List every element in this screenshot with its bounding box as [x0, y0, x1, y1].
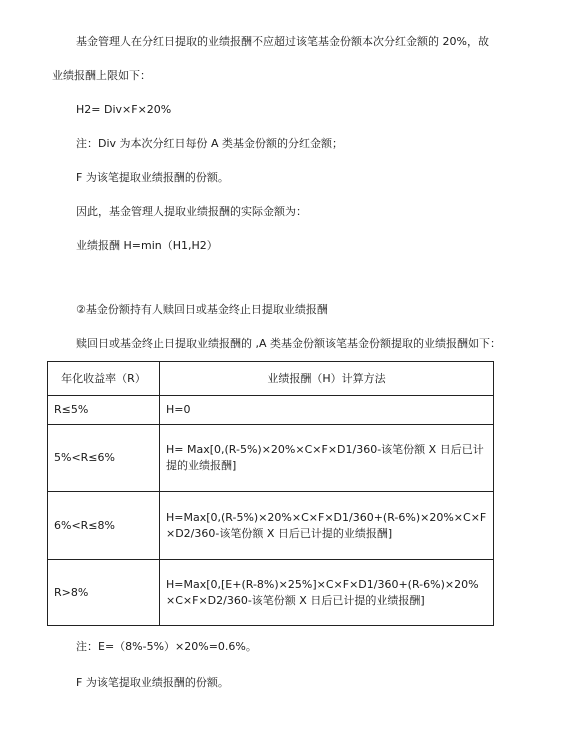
paragraph-line: 业绩报酬上限如下： — [52, 69, 151, 82]
note-div: 注：Div 为本次分红日每份 A 类基金份额的分红金额； — [76, 137, 344, 150]
column-header-calculation-method: 业绩报酬（H）计算方法 — [160, 362, 494, 396]
note-f: F 为该笔提取业绩报酬的份额。 — [76, 676, 229, 689]
paragraph-line: 因此，基金管理人提取业绩报酬的实际金额为： — [76, 205, 307, 218]
calculation-formula: H=0 — [160, 396, 494, 425]
table-row — [48, 425, 494, 492]
return-range: 5%<R≤6% — [48, 425, 160, 492]
table-row — [48, 396, 494, 425]
calculation-formula: H=Max[0,(R-5%)×20%×C×F×D1/360+(R-6%)×20%×C×F×D2/360-该笔份额 X 日后已计提的业绩报酬] — [160, 492, 494, 560]
note-f: F 为该笔提取业绩报酬的份额。 — [76, 171, 229, 184]
section-intro: 赎回日或基金终止日提取业绩报酬的 ,A 类基金份额该笔基金份额提取的业绩报酬如下： — [76, 337, 502, 350]
column-header-return-rate: 年化收益率（R） — [48, 362, 160, 396]
note-e: 注：E=（8%-5%）×20%=0.6%。 — [76, 640, 257, 653]
return-range: 6%<R≤8% — [48, 492, 160, 560]
formula-h2: H2= Div×F×20% — [76, 103, 172, 116]
return-range: R≤5% — [48, 396, 160, 425]
return-range: R>8% — [48, 560, 160, 626]
section-title: ②基金份额持有人赎回日或基金终止日提取业绩报酬 — [76, 303, 328, 316]
calculation-formula: H=Max[0,[E+(R-8%)×25%]×C×F×D1/360+(R-6%)×20%×C×F×D2/360-该笔份额 X 日后已计提的业绩报酬] — [160, 560, 494, 626]
calculation-formula: H= Max[0,(R-5%)×20%×C×F×D1/360-该笔份额 X 日后已计提的业绩报酬] — [160, 425, 494, 492]
performance-fee-table — [47, 361, 494, 626]
table-row — [48, 492, 494, 560]
table-row — [48, 560, 494, 626]
table-header-row — [48, 362, 494, 396]
paragraph-line: 基金管理人在分红日提取的业绩报酬不应超过该笔基金份额本次分红金额的 20%，故 — [76, 35, 489, 48]
formula-h: 业绩报酬 H=min（H1,H2） — [76, 239, 218, 252]
